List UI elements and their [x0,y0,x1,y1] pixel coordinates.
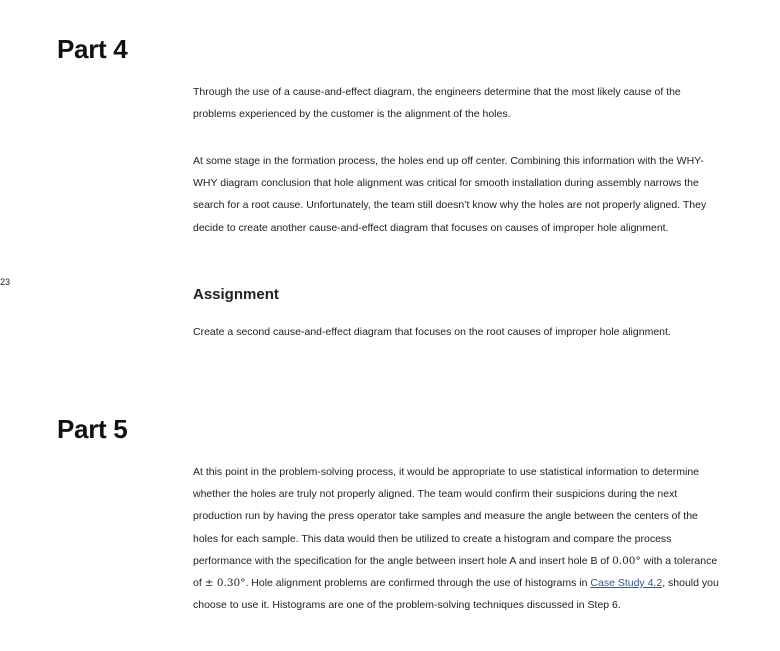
part-4-paragraph-1-text: Through the use of a cause-and-effect diagram, the engineers determine that the most likely cause of the problems experienced by the customer is the alignment of the holes. [193,86,681,121]
part-4-heading: Part 4 [57,34,128,64]
part-4-paragraph-1 [193,81,723,125]
part-4-paragraph-2-text: At some stage in the formation process, the holes end up off center. Combining this information with the WHY-WHY diagram conclusion that hole alignment was critical for smooth installation during assembly narrows the search for a root cause. Unfortunately, the team still doesn’t know why the holes are not properly aligned. They decide to create another cause-and-effect diagram that focuses on causes of improper hole alignment. [193,155,707,234]
part-5-text-segment: with a tolerance of [193,554,718,590]
part-5-heading: Part 5 [57,414,128,444]
part-5-paragraph-1-text [193,461,723,616]
assignment-paragraph [193,321,723,343]
assignment-heading: Assignment [193,286,279,303]
part-5-text-segment: , should you choose to use it. Histograms are one of the problem-solving techniques discussed in Step 6. [193,577,719,612]
angle-value: 0.00° [612,554,641,567]
part-5-text-segment: At this point in the problem-solving process, it would be appropriate to use statistical information to determine whether the holes are truly not properly aligned. The team would confirm their suspicions during the next production run by having the press operator take samples and measure the angle between the centers of the holes for each sample. This data would then be utilized to create a histogram and compare the process performance with the specification for the angle between insert hole A and insert hole B of [193,466,700,567]
page-margin-number: 23 [0,277,11,287]
tolerance-value: ± 0.30° [204,577,246,590]
part-5-paragraph-1 [193,461,723,616]
case-study-link[interactable]: Case Study 4.2 [590,577,663,590]
assignment-paragraph-text: Create a second cause-and-effect diagram that focuses on the root causes of improper hole alignment. [193,326,671,338]
part-5-text-segment: . Hole alignment problems are confirmed through the use of histograms in [245,577,591,590]
part-4-paragraph-2 [193,150,723,239]
